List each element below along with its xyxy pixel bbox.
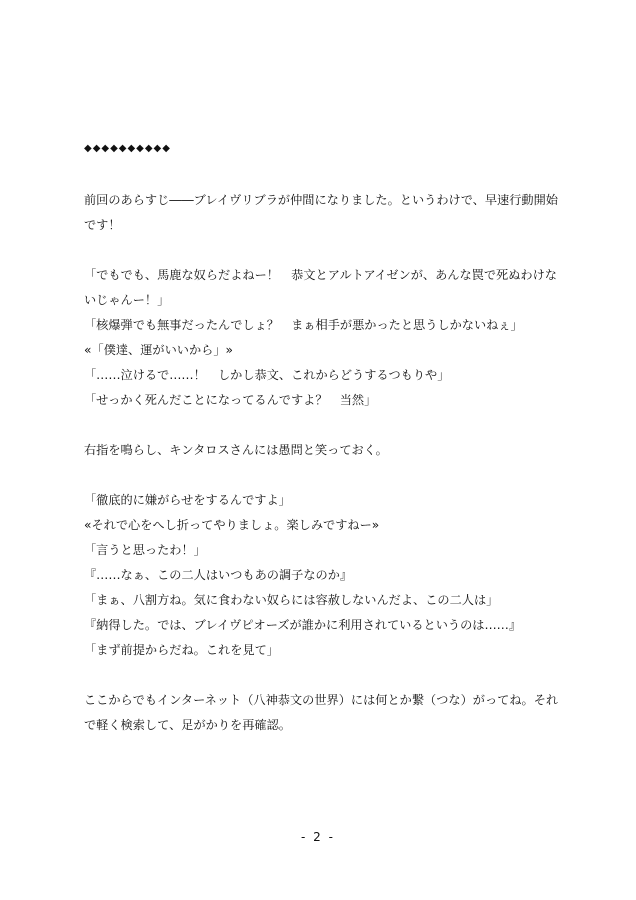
blank-line xyxy=(84,238,564,263)
section-divider-diamonds: ◆◆◆◆◆◆◆◆◆◆ xyxy=(84,143,171,154)
text-line: です！ xyxy=(84,218,121,232)
blank-line xyxy=(84,663,564,688)
text-line: 右指を鳴らし、キンタロスさんには愚問と笑っておく。 xyxy=(84,443,388,457)
text-line: «それで心をへし折ってやりましょ。楽しみですねー» xyxy=(84,518,380,532)
text-line: «「僕達、運がいいから」» xyxy=(84,343,233,357)
text-line: で軽く検索して、足がかりを再確認。 xyxy=(84,718,291,732)
blank-line xyxy=(84,413,564,438)
text-line: いじゃんー！」 xyxy=(84,293,170,307)
text-line: 前回のあらすじ――ブレイヴリブラが仲間になりました。というわけで、早速行動開始 xyxy=(84,193,558,207)
text-line: 「まぁ、八割方ね。気に食わない奴らには容赦しないんだよ、この二人は」 xyxy=(84,593,499,607)
text-line: 「核爆弾でも無事だったんでしょ？ まぁ相手が悪かったと思うしかないねぇ」 xyxy=(84,318,523,332)
text-line: ここからでもインターネット（八神恭文の世界）には何とか繋（つな）がってね。それ xyxy=(84,693,559,707)
text-line: 「せっかく死んだことになってるんですよ？ 当然」 xyxy=(84,393,377,407)
text-line: 『……なぁ、この二人はいつもあの調子なのか』 xyxy=(84,568,353,582)
body-text xyxy=(84,188,564,738)
text-line: 『納得した。では、ブレイヴピオーズが誰かに利用されているというのは……』 xyxy=(84,618,522,632)
page-number: - 2 - xyxy=(301,830,335,844)
text-line: 「徹底的に嫌がらせをするんですよ」 xyxy=(84,493,291,507)
text-line: 「でもでも、馬鹿な奴らだよねー！ 恭文とアルトアイゼンが、あんな罠で死ぬわけな xyxy=(84,268,557,282)
text-line: 「言うと思ったわ！」 xyxy=(84,543,206,557)
text-line: 「まず前提からだね。これを見て」 xyxy=(84,643,279,657)
text-line: 「……泣けるで……！ しかし恭文、これからどうするつもりや」 xyxy=(84,368,450,382)
blank-line xyxy=(84,463,564,488)
